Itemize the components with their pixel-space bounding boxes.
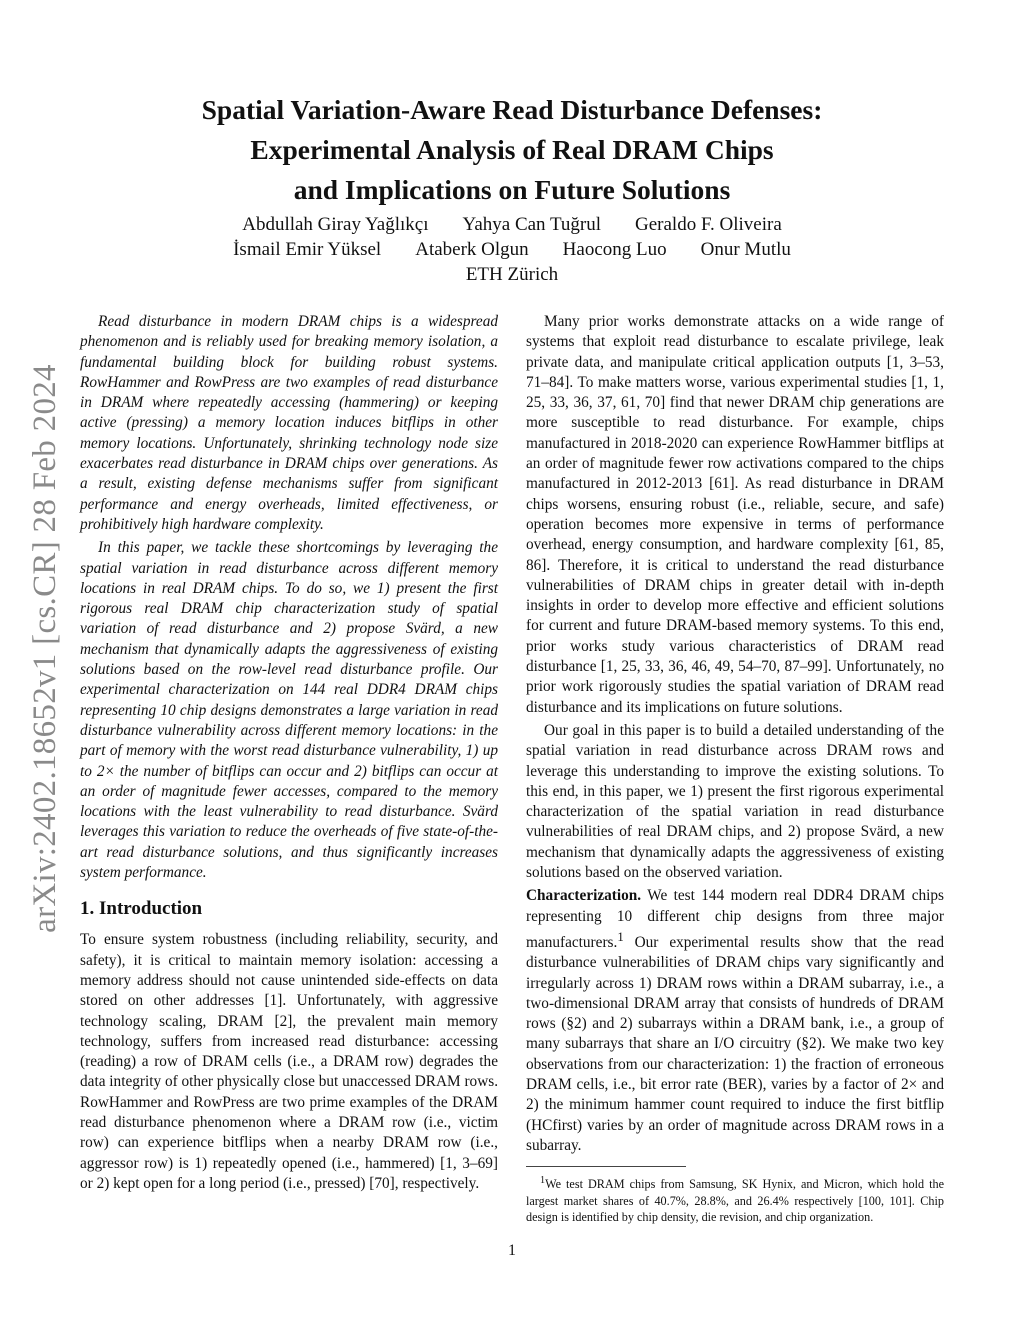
affiliation: ETH Zürich (465, 264, 559, 285)
page-number: 1 (508, 1242, 516, 1259)
author-name: İsmail Emir Yüksel (233, 239, 382, 260)
author-name: Geraldo F. Oliveira (635, 214, 782, 235)
abstract (80, 312, 498, 883)
footnote-number: 1 (540, 1175, 546, 1187)
right-column (526, 312, 944, 1226)
left-column (80, 312, 498, 1194)
run-in-heading: Characterization. (526, 887, 642, 905)
introduction-body (80, 930, 498, 1194)
footnote-text: We test DRAM chips from Samsung, SK Hynix, and Micron, which hold the largest market shares of 40.7%, 28.8%, and 26.4% respectively [100, 101]. Chip design is identified by chip density, die revision, and chip organization. (526, 1177, 944, 1225)
paragraph-text: We test 144 modern real DDR4 DRAM chips representing 10 different chip designs from three major manufacturers. (526, 887, 944, 951)
arxiv-sidebar (25, 348, 65, 948)
title-line: Experimental Analysis of Real DRAM Chips (250, 134, 774, 165)
characterization-paragraph (526, 886, 944, 1156)
authors-row-1 (150, 212, 874, 237)
author-name: Yahya Can Tuğrul (462, 214, 602, 235)
right-body (526, 312, 944, 1156)
abstract-paragraph: In this paper, we tackle these shortcomings by leveraging the spatial variation in read disturbance across different memory locations in real DRAM chips. To do so, we 1) present the first rigorous real DRAM chip characterization study of spatial variation of read disturbance and 2) propose Svärd, a new mechanism that dynamically adapts the aggressiveness of existing solutions based on the row-level read disturbance profile. Our experimental characterization on 144 real DDR4 DRAM chips representing 10 chip designs demonstrates a large variation in read disturbance vulnerability across different memory locations: in the part of memory with the worst read disturbance vulnerability, 1) up to 2× the number of bitflips can occur and 2) bitflips can occur at an order of magnitude fewer accesses, compared to the memory locations with the least vulnerability to read disturbance. Svärd leverages this variation to reduce the overheads of five state-of-the-art read disturbance solutions, and thus significantly increases system performance. (80, 539, 498, 882)
abstract-paragraph: Read disturbance in modern DRAM chips is a widespread phenomenon and is reliably used for breaking memory isolation, a fundamental building block for building robust systems. RowHammer and RowPress are two examples of read disturbance in DRAM where repeatedly accessing (hammering) or keeping active (pressing) a memory location induces bitflips in other memory locations. Unfortunately, shrinking technology node size exacerbates read disturbance in DRAM chips over generations. As a result, existing defense mechanisms suffer from significant performance and energy overheads, limited effectiveness, or prohibitively high hardware complexity. (80, 313, 498, 533)
body-paragraph: To ensure system robustness (including reliability, security, and safety), it is critical to maintain memory isolation: accessing a memory address should not cause unintended side-effects on data stored on other addresses [1]. Unfortunately, with aggressive technology scaling, DRAM [2], the prevalent main memory technology, suffers from increased read disturbance: accessing (reading) a row of DRAM cells (i.e., a DRAM row) degrades the data integrity of other physically close but unaccessed DRAM rows. RowHammer and RowPress are two prime examples of the DRAM read disturbance phenomenon where a DRAM row (i.e., victim row) can experience bitflips when a nearby DRAM row (i.e., aggressor row) is 1) repeatedly opened (i.e., hammered) [1, 3–69] or 2) kept open for a long period (i.e., pressed) [70], respectively. (80, 931, 499, 1192)
body-paragraph: Our goal in this paper is to build a detailed understanding of the spatial variation in read disturbance across DRAM rows and leverage this understanding to improve the existing solutions. To this end, in this paper, we 1) present the first rigorous experimental characterization of the spatial variation in read disturbance vulnerabilities of real DRAM chips, and 2) propose Svärd, a new mechanism that dynamically adapts the aggressiveness of existing solutions based on the observed variation. (526, 721, 944, 882)
footnote-marker[interactable]: 1 (617, 929, 624, 944)
footnote (526, 1173, 944, 1226)
body-paragraph: Many prior works demonstrate attacks on a wide range of systems that exploit read disturbance to escalate privilege, leak private data, and manipulate critical application outputs [1, 3–53, 71–84]. To make matters worse, various experimental studies [1, 1, 25, 33, 36, 37, 61, 70] find that newer DRAM chip generations are more susceptible to read disturbance. For example, chips manufactured in 2018-2020 can experience RowHammer bitflips at an order of magnitude fewer row activations compared to the chips manufactured in 2012-2013 [61]. As read disturbance in DRAM chips worsens, ensuring robust (i.e., reliable, secure, and safe) operation becomes more expensive in terms of performance overhead, energy consumption, and hardware complexity [61, 85, 86]. Therefore, it is critical to understand the read disturbance vulnerabilities of DRAM chips in greater detail with in-depth insights in order to develop more effective and efficient solutions for current and future DRAM-based memory systems. To this end, prior works study various characteristics of DRAM read disturbance [1, 25, 33, 36, 46, 49, 54–70, 87–99]. Unfortunately, no prior work rigorously studies the spatial variation of DRAM read disturbance and its implications on future solutions. (526, 313, 944, 716)
author-name: Ataberk Olgun (415, 239, 529, 260)
title-line: and Implications on Future Solutions (293, 174, 731, 205)
footnote-divider (526, 1166, 686, 1167)
paragraph-text: Our experimental results show that the read disturbance vulnerabilities of DRAM chips vary significantly and irregularly across 1) DRAM rows within a DRAM subarray, i.e., a two-dimensional DRAM array that consists of hundreds of DRAM rows (§2) and 2) subarrays within a DRAM bank, i.e., a group of many subarrays that share an I/O circuitry (§2). We make two key observations from our characterization: 1) the fraction of erroneous DRAM cells, i.e., bit error rate (BER), varies by a factor of 2× and 2) the minimum hammer count required to induce the first bitflip (HCfirst) varies by an order of magnitude across DRAM rows in a subarray. (526, 934, 944, 1154)
author-name: Onur Mutlu (700, 239, 791, 260)
authors-row-2 (150, 237, 874, 262)
paper-title (150, 90, 874, 210)
section-heading-introduction: 1. Introduction (80, 898, 203, 920)
author-name: Abdullah Giray Yağlıkçı (242, 214, 429, 235)
title-line: Spatial Variation-Aware Read Disturbance Defenses: (201, 94, 823, 125)
author-name: Haocong Luo (562, 239, 667, 260)
author-block (150, 212, 874, 287)
arxiv-identifier: arXiv:2402.18652v1 [cs.CR] 28 Feb 2024 (26, 363, 63, 933)
